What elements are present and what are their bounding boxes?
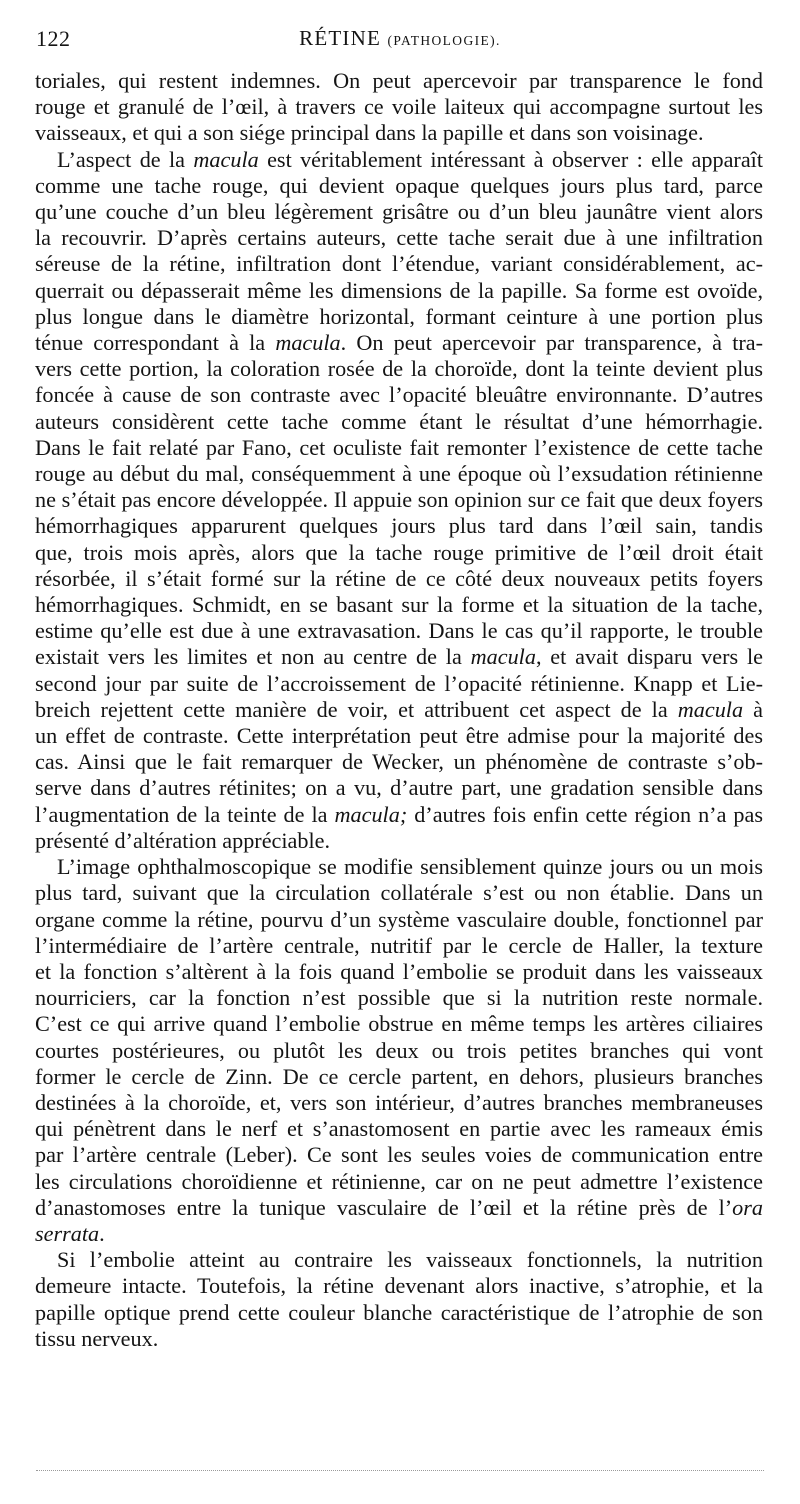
text-run: vers cette portion, la coloration rosée de la choroïde, dont la teinte devient plus	[35, 356, 763, 382]
text-line	[35, 802, 763, 828]
text-run: courtes postérieures, ou plutôt les deux ou trois petites branches qui vont	[35, 1037, 763, 1063]
text-run: l’intermédiaire de l’artère centrale, nutritif par le cercle de Haller, la texture	[35, 932, 763, 958]
text-run: tissu nerveux.	[35, 1325, 159, 1351]
italic-term: ora	[732, 1194, 763, 1220]
text-line	[35, 828, 763, 854]
text-line	[35, 723, 763, 749]
text-run: second jour par suite de l’accroissement de l’opacité rétinienne. Knapp et Lie-	[35, 670, 763, 696]
text-line	[35, 775, 763, 801]
paragraph	[35, 147, 763, 854]
italic-term: macula	[677, 696, 744, 722]
text-run: est véritablement intéressant à observer : elle apparaît	[258, 146, 763, 172]
text-run: hémorrhagiques. Schmidt, en se basant sur la forme et la situation de la tache,	[35, 592, 763, 618]
text-run: les circulations choroïdienne et rétinienne, car on ne peut admettre l’existence	[35, 1168, 763, 1194]
text-line	[35, 1247, 763, 1273]
italic-term: macula	[275, 330, 341, 356]
text-run: qu’une couche d’un bleu légèrement grisâtre ou d’un bleu jaunâtre vient alors	[35, 199, 763, 225]
text-run: que, trois mois après, alors que la tache rouge primitive de l’œil droit était	[35, 539, 763, 565]
text-run: à	[743, 696, 763, 722]
text-line	[35, 487, 763, 513]
text-run: breich rejettent cette manière de voir, et attribuent cet aspect de la	[35, 696, 678, 722]
text-line	[35, 356, 763, 382]
text-line	[35, 618, 763, 644]
text-run: ne s’était pas encore développée. Il appuie son opinion sur ce fait que deux foyers	[35, 487, 763, 513]
paragraph	[35, 854, 763, 1247]
text-line	[35, 880, 763, 906]
text-line	[35, 68, 763, 94]
text-line	[35, 1195, 763, 1221]
text-line	[35, 1142, 763, 1168]
text-line	[35, 147, 763, 173]
text-run: existait vers les limites et non au centre de la	[35, 644, 471, 670]
text-line	[35, 985, 763, 1011]
text-run: d’autres fois enfin cette région n’a pas	[407, 801, 763, 827]
text-run: .	[99, 1220, 105, 1246]
text-run: auteurs considèrent cette tache comme étant le résultat d’une hémorrhagie.	[35, 408, 763, 434]
text-line	[35, 278, 763, 304]
page-header	[36, 18, 764, 58]
text-run: rouge au début du mal, conséquemment à une époque où l’exsudation rétinienne	[35, 461, 763, 487]
text-run: nourriciers, car la fonction n’est possible que si la nutrition reste normale.	[35, 985, 763, 1011]
text-line	[35, 671, 763, 697]
text-line	[35, 173, 763, 199]
text-line	[35, 199, 763, 225]
text-line	[35, 933, 763, 959]
italic-term: serrata	[35, 1220, 100, 1246]
body-text	[35, 68, 763, 1352]
text-line	[35, 435, 763, 461]
text-line	[35, 1300, 763, 1326]
text-run: résorbée, il s’était formé sur la rétine de ce côté deux nouveaux petits foyers	[35, 565, 763, 591]
running-title-main: RÉTINE	[299, 26, 382, 50]
text-run: ténue correspondant à la	[35, 330, 276, 356]
paragraph	[35, 68, 763, 147]
text-line	[35, 409, 763, 435]
text-run: C’est ce qui arrive quand l’embolie obstrue en même temps les artères ciliaires	[35, 1011, 763, 1037]
text-line	[35, 304, 763, 330]
text-run: serve dans d’autres rétinites; on a vu, d’autre part, une gradation sensible dans	[35, 775, 763, 801]
text-line	[35, 251, 763, 277]
italic-term: macula	[470, 644, 536, 670]
text-line	[35, 1116, 763, 1142]
text-run: L’aspect de la	[57, 146, 194, 172]
text-run: présenté d’altération appréciable.	[35, 827, 331, 853]
text-run: d’anastomoses entre la tunique vasculaire de l’œil et la rétine près de l’	[35, 1194, 733, 1220]
text-run: séreuse de la rétine, infiltration dont l’étendue, variant considérablement, ac-	[35, 251, 763, 277]
text-line	[35, 1064, 763, 1090]
text-line	[35, 120, 763, 146]
text-run: la recouvrir. D’après certains auteurs, cette tache serait due à une infiltration	[35, 225, 763, 251]
page-number: 122	[36, 26, 71, 51]
text-run: l’augmentation de la teinte de la	[35, 801, 335, 827]
text-line	[35, 330, 763, 356]
text-run: cas. Ainsi que le fait remarquer de Wecker, un phénomène de contraste s’ob-	[35, 749, 763, 775]
text-run: destinées à la choroïde, et, vers son intérieur, d’autres branches membraneuses	[35, 1089, 763, 1115]
footer-dotted-rule	[36, 1470, 764, 1471]
text-run: plus tard, suivant que la circulation collatérale s’est ou non établie. Dans un	[35, 880, 763, 906]
running-title-subtitle: (PATHOLOGIE).	[387, 33, 501, 48]
text-line	[35, 959, 763, 985]
text-run: hémorrhagiques apparurent quelques jours plus tard dans l’œil sain, tandis	[35, 513, 763, 539]
text-line	[35, 540, 763, 566]
text-run: demeure intacte. Toutefois, la rétine devenant alors inactive, s’atrophie, et la	[35, 1273, 763, 1299]
text-line	[35, 94, 763, 120]
text-run: et la fonction s’altèrent à la fois quand l’embolie se produit dans les vaisseaux	[35, 958, 763, 984]
text-run: foncée à cause de son contraste avec l’opacité bleuâtre environnante. D’autres	[35, 382, 763, 408]
text-line	[35, 461, 763, 487]
text-line	[35, 225, 763, 251]
text-line	[35, 644, 763, 670]
text-run: L’image ophthalmoscopique se modifie sensiblement quinze jours ou un mois	[57, 854, 763, 880]
text-line	[35, 1326, 763, 1352]
text-line	[35, 382, 763, 408]
text-run: toriales, qui restent indemnes. On peut apercevoir par transparence le fond	[35, 68, 763, 93]
text-run: vaisseaux, et qui a son siége principal dans la papille et dans son voisinage.	[35, 120, 704, 146]
text-line	[35, 749, 763, 775]
text-run: rouge et granulé de l’œil, à travers ce voile laiteux qui accompagne surtout les	[35, 94, 763, 120]
text-run: estime qu’elle est due à une extravasation. Dans le cas qu’il rapporte, le trouble	[35, 618, 763, 644]
text-run: un effet de contraste. Cette interprétation peut être admise pour la majorité des	[35, 723, 763, 749]
text-line	[35, 1273, 763, 1299]
text-run: plus longue dans le diamètre horizontal, formant ceinture à une portion plus	[35, 303, 763, 329]
text-run: organe comme la rétine, pourvu d’un système vasculaire double, fonctionnel par	[35, 906, 763, 932]
text-line	[35, 854, 763, 880]
text-run: comme une tache rouge, qui devient opaque quelques jours plus tard, parce	[35, 172, 763, 198]
text-run: former le cercle de Zinn. De ce cercle partent, en dehors, plusieurs branches	[35, 1063, 763, 1089]
text-line	[35, 1169, 763, 1195]
text-run: papille optique prend cette couleur blanche caractéristique de l’atrophie de son	[35, 1299, 763, 1325]
text-line	[35, 1090, 763, 1116]
text-run: Dans le fait relaté par Fano, cet oculiste fait remonter l’existence de cette tache	[35, 434, 763, 460]
text-line	[35, 1011, 763, 1037]
text-line	[35, 592, 763, 618]
text-run: qui pénètrent dans le nerf et s’anastomosent en partie avec les rameaux émis	[35, 1116, 763, 1142]
text-run: . On peut apercevoir par transparence, à tra-	[340, 330, 763, 356]
text-run: Si l’embolie atteint au contraire les vaisseaux fonctionnels, la nutrition	[57, 1247, 763, 1273]
paragraph	[35, 1247, 763, 1352]
text-run: , et avait disparu vers le	[535, 644, 763, 670]
text-line	[35, 513, 763, 539]
text-line	[35, 1221, 763, 1247]
text-line	[35, 1038, 763, 1064]
text-line	[35, 907, 763, 933]
text-run: par l’artère centrale (Leber). Ce sont les seules voies de communication entre	[35, 1142, 763, 1168]
text-line	[35, 566, 763, 592]
italic-term: macula	[193, 146, 259, 172]
running-title	[36, 26, 764, 51]
italic-term: macula;	[334, 801, 408, 827]
text-line	[35, 697, 763, 723]
text-run: querrait ou dépasserait même les dimensions de la papille. Sa forme est ovoïde,	[35, 277, 763, 303]
